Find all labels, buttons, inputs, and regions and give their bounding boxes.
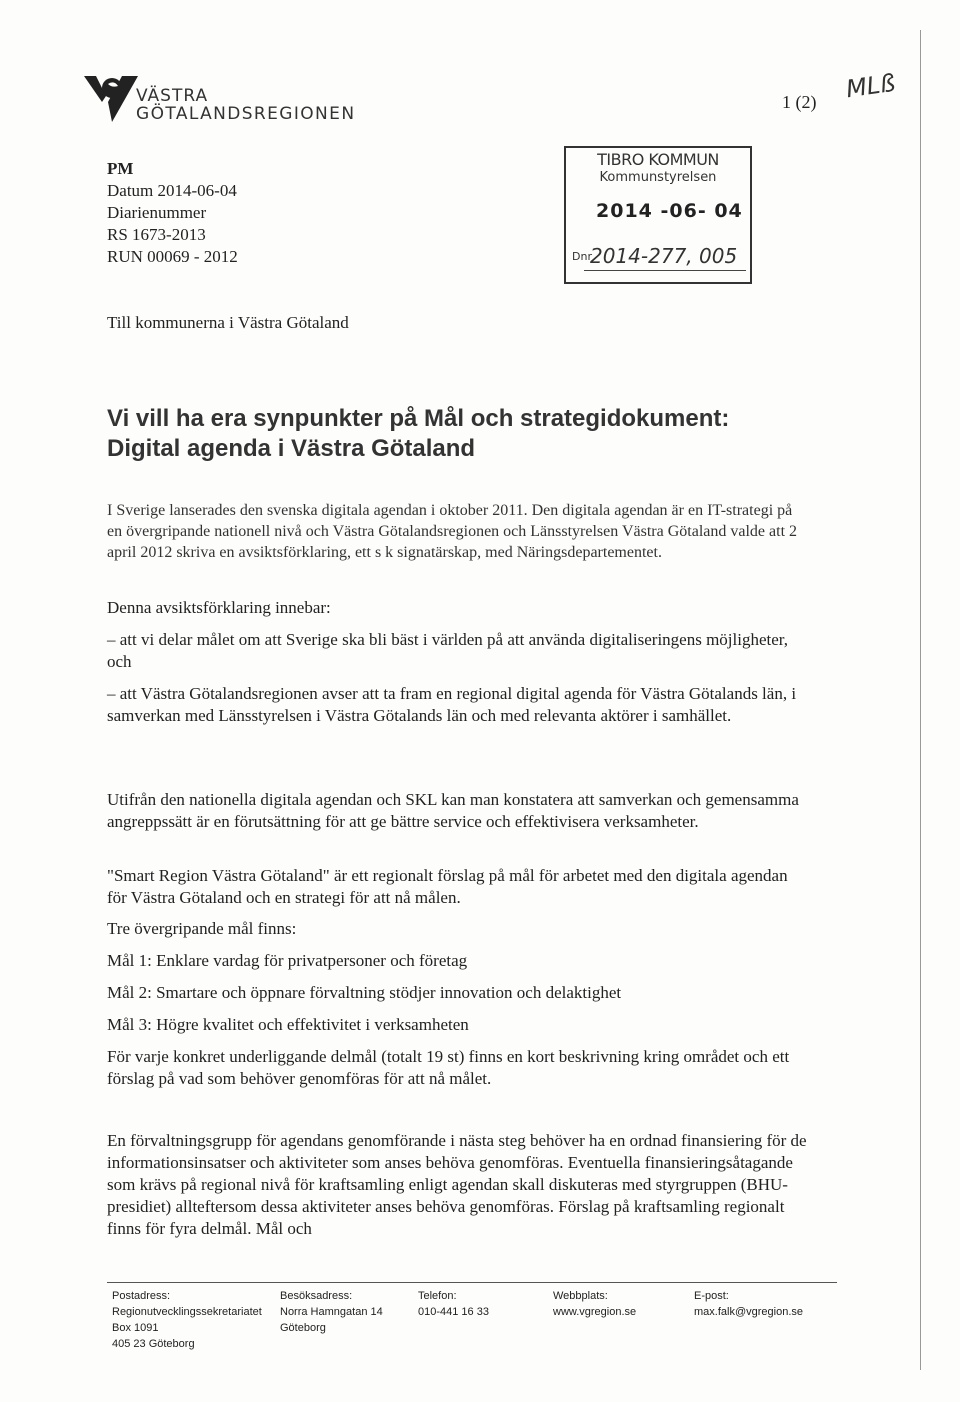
paragraph-intro: I Sverige lanserades den svenska digitala agendan i oktober 2011. Den digitala agendan är en IT-strategi på en övergripande nationell nivå och Västra Götalandsregionen och Länsstyrelsen Västra Götaland valde att 2 april 2012 skriva en avsiktsförklaring, ett s k signatärskap, med Näringsdepartementet. — [107, 502, 798, 561]
footer-postal-line3: 405 23 Göteborg — [112, 1338, 195, 1350]
goal-1: Mål 1: Enklare vardag för privatpersoner och företag — [107, 951, 468, 970]
title-line1: Vi vill ha era synpunkter på Mål och strategidokument: — [107, 405, 730, 432]
footer-postal-line1: Regionutvecklingssekretariatet — [112, 1306, 262, 1318]
stamp-date: 2014 -06- 04 — [596, 200, 743, 222]
doc-date: Datum 2014-06-04 — [107, 181, 237, 200]
footer-web-heading: Webbplats: — [553, 1290, 608, 1302]
recipient-line: Till kommunerna i Västra Götaland — [107, 313, 349, 332]
goal-2: Mål 2: Smartare och öppnare förvaltning stödjer innovation och delaktighet — [107, 983, 622, 1002]
handwritten-initials: MLß — [844, 68, 897, 104]
doc-type: PM — [107, 159, 134, 178]
vgr-logo-icon — [82, 72, 142, 124]
footer-visit-line1: Norra Hamngatan 14 — [280, 1306, 383, 1318]
footer-email-heading: E-post: — [694, 1290, 729, 1302]
footer-web — [553, 1288, 636, 1320]
paragraph-goals-intro: Tre övergripande mål finns: — [107, 919, 297, 938]
document-meta — [107, 158, 238, 268]
paragraph-subgoals: För varje konkret underliggande delmål (totalt 19 st) finns en kort beskrivning kring området och ett förslag på vad som behöver genomföras för att nå målet. — [107, 1047, 790, 1088]
paragraph-intent: Denna avsiktsförklaring innebar: — [107, 598, 331, 617]
footer-rule — [107, 1282, 837, 1283]
scan-edge-line — [920, 30, 921, 1370]
stamp-dnr-value: 2014-277, 005 — [590, 244, 738, 268]
stamp-dnr-label: Dnr — [572, 250, 592, 263]
run-number: RUN 00069 - 2012 — [107, 247, 238, 266]
paragraph-bullet2: – att Västra Götalandsregionen avser att ta fram en regional digital agenda för Västra Götalands län, i samverkan med Länsstyrelsen i Västra Götalands län och med relevanta aktörer i samhället. — [107, 684, 797, 725]
footer-visit-line2: Göteborg — [280, 1322, 326, 1334]
paragraph-skl: Utifrån den nationella digitala agendan och SKL kan man konstatera att samverkan och gemensamma angreppssätt är en förutsättning för att ge bättre service och effektivisera verksamheter. — [107, 790, 799, 831]
footer-postal-heading: Postadress: — [112, 1290, 171, 1302]
footer-phone-number: 010-441 16 33 — [418, 1306, 489, 1318]
footer-postal — [112, 1288, 262, 1352]
footer-phone-heading: Telefon: — [418, 1290, 457, 1302]
stamp-rule — [584, 270, 746, 271]
footer-email-link[interactable]: max.falk@vgregion.se — [694, 1306, 803, 1318]
page-number: 1 (2) — [782, 92, 817, 112]
title-line2: Digital agenda i Västra Götaland — [107, 435, 476, 462]
diarienummer-label: Diarienummer — [107, 203, 207, 222]
stamp-dept: Kommunstyrelsen — [599, 170, 717, 185]
org-name-line1: VÄSTRA — [136, 86, 209, 106]
footer-web-link[interactable]: www.vgregion.se — [553, 1306, 637, 1318]
footer-visit — [280, 1288, 383, 1336]
footer-visit-heading: Besöksadress: — [280, 1290, 353, 1302]
footer-phone — [418, 1288, 489, 1320]
stamp-org: TIBRO KOMMUN — [597, 150, 719, 169]
paragraph-financing: En förvaltningsgrupp för agendans genomförande i nästa steg behöver ha en ordnad finansiering för de informationsinsatser och aktiviteter som anses behöva genomföras. Eventuella finansieringsåtagande som krävs på regional nivå för kraftsamling enligt agendan skall diskuteras med styrgruppen (BHU-presidiet) allteftersom dessa aktiviteter anses behöva genomföras. Förslag på kraftsamling regionalt finns för fyra delmål. Mål och — [107, 1131, 807, 1238]
goal-3: Mål 3: Högre kvalitet och effektivitet i verksamheten — [107, 1015, 469, 1034]
rs-number: RS 1673-2013 — [107, 225, 206, 244]
document-title — [107, 404, 729, 464]
received-stamp — [564, 146, 752, 284]
footer-postal-line2: Box 1091 — [112, 1322, 159, 1334]
org-name-line2: GÖTALANDSREGIONEN — [136, 104, 356, 124]
footer-email — [694, 1288, 803, 1320]
paragraph-bullet1: – att vi delar målet om att Sverige ska bli bäst i världen på att använda digitaliseringens möjligheter, och — [107, 630, 789, 671]
paragraph-smart-region: "Smart Region Västra Götaland" är ett regionalt förslag på mål för arbetet med den digitala agendan för Västra Götaland och en strategi för att nå målen. — [107, 866, 788, 907]
